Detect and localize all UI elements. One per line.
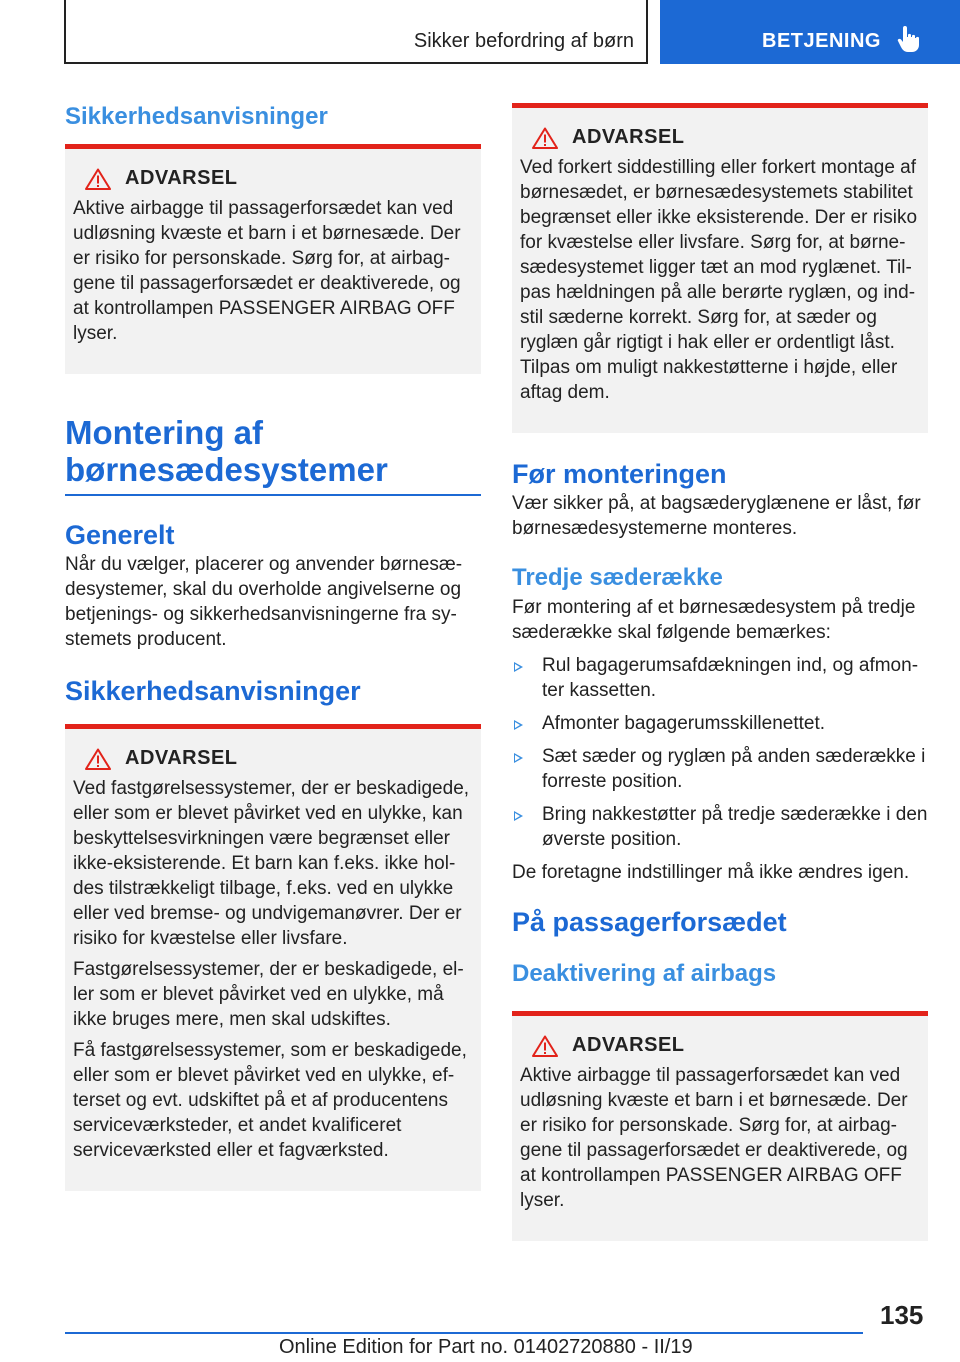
header-chapter-tab[interactable] — [660, 0, 960, 64]
paragraph-note: De foretagne indstillinger må ikke ændres igen. — [512, 862, 910, 883]
warning-label: ADVARSEL — [125, 747, 238, 769]
warning-title-row — [73, 747, 473, 770]
heading-general: Generelt — [65, 520, 175, 550]
warning-label: ADVARSEL — [572, 126, 685, 148]
warning-triangle-icon — [85, 748, 111, 770]
page-number: 135 — [880, 1300, 924, 1330]
bullet-triangle-icon — [514, 720, 523, 730]
paragraph-general: Når du vælger, placerer og anvender børnesædesystemer, skal du overholde angivelserne og betjenings- og sikkerhedsanvisningerne fra systemets producent. — [65, 554, 463, 650]
warning-label: ADVARSEL — [572, 1034, 685, 1056]
warning-text: Aktive airbagge til passagerforsædet kan ved udløsning kvæste et barn i et børnesæde. Der er risiko for personskade. Sørg for, at airbaggene til passagerforsædet er deaktiverede, og at kontrollampen PASSENGER AIRBAG OFF lyser. — [73, 198, 461, 344]
warning-text-2: Fastgørelsessystemer, der er beskadigede, eller som er blevet påvirket ved en ulykke, må ikke bruges mere, men skal udskiftes. — [73, 959, 464, 1030]
heading-third-row: Tredje sæderække — [512, 564, 723, 591]
bullet-triangle-icon — [514, 662, 523, 672]
footer-divider — [65, 1332, 863, 1334]
warning-title-row — [520, 1034, 920, 1057]
warning-box-airbag-2 — [512, 1011, 928, 1241]
warning-label: ADVARSEL — [125, 167, 238, 189]
warning-text: Aktive airbagge til passagerforsædet kan ved udløsning kvæste et barn i et børnesæde. Der er risiko for personskade. Sørg for, at airbaggene til passagerforsædet er deaktiverede, og at kontrollampen PASSENGER AIRBAG OFF lyser. — [520, 1065, 908, 1211]
list-item: Bring nakkestøtter på tredje sæderække i den øverste position. — [512, 802, 928, 852]
warning-triangle-icon — [85, 168, 111, 190]
list-item: Afmonter bagagerumsskillenettet. — [512, 711, 928, 736]
warning-box-seat-position — [512, 103, 928, 433]
footer-edition: Online Edition for Part no. 01402720880 - II/19 — [279, 1336, 693, 1358]
paragraph-third-row: Før montering af et børnesædesystem på tredje sæderække skal følgende bemærkes: — [512, 597, 916, 643]
heading-deactivate-airbags: Deaktivering af airbags — [512, 960, 777, 987]
warning-title-row — [520, 126, 920, 149]
header-chapter-title: BETJENING — [762, 30, 881, 52]
bullet-triangle-icon — [514, 811, 523, 821]
warning-triangle-icon — [532, 1035, 558, 1057]
paragraph-before-mounting: Vær sikker på, at bagsæderyglænene er låst, før børnesædesystemerne monteres. — [512, 493, 921, 539]
header-section-box — [64, 0, 648, 64]
warning-text: Ved forkert siddestilling eller forkert montage af børnesædet, er børnesædesystemets stabilitet begrænset eller ikke eksisterende. Der er risiko for kvæstelse eller livsfare. Sørg for, at børnesædesystemet ligger tæt an mod ryglænet. Tilpas hældningen på alle berørte ryglæn, og indstil sæderne korrekt. Sørg for, at sæder og ryglæn går rigtigt i hak eller er ordentligt låst. Tilpas om muligt nakkestøtterne i højde, eller aftag dem. — [520, 157, 918, 403]
header-section-title: Sikker befordring af børn — [413, 30, 634, 52]
heading-mounting: Montering af børnesædesystemer — [65, 414, 481, 496]
hand-pointer-icon — [896, 24, 922, 54]
right-column — [512, 103, 928, 1241]
list-item: Rul bagagerumsafdækningen ind, og afmonter kassetten. — [512, 653, 928, 703]
warning-text-3: Få fastgørelsessystemer, som er beskadigede, eller som er blevet påvirket ved en ulykke, efterset og evt. udskiftet på et af producentens serviceværksteder, et andet kvalificeret serviceværksted eller et fagværksted. — [73, 1040, 467, 1161]
left-column — [65, 100, 481, 1191]
heading-safety-2: Sikkerhedsanvisninger — [65, 676, 361, 706]
warning-text-1: Ved fastgørelsessystemer, der er beskadigede, eller som er blevet påvirket ved en ulykke, kan beskyttelsesvirkningen være begrænset eller ikke-eksisterende. Et barn kan f.eks. ikke holdes tilstrækkeligt tilbage, f.eks. ved en ulykke eller ved bremse- og undvigemanøvrer. Der er risiko for kvæstelse eller livsfare. — [73, 778, 470, 949]
warning-box-fastening — [65, 724, 481, 1191]
heading-before-mounting: Før monteringen — [512, 459, 727, 489]
third-row-list — [512, 653, 928, 852]
heading-passenger-seat: På passagerforsædet — [512, 907, 787, 937]
warning-box-airbag — [65, 144, 481, 374]
heading-safety: Sikkerhedsanvisninger — [65, 103, 328, 130]
warning-triangle-icon — [532, 127, 558, 149]
warning-title-row — [73, 167, 473, 190]
list-item: Sæt sæder og ryglæn på anden sæderække i forreste position. — [512, 744, 928, 794]
bullet-triangle-icon — [514, 753, 523, 763]
